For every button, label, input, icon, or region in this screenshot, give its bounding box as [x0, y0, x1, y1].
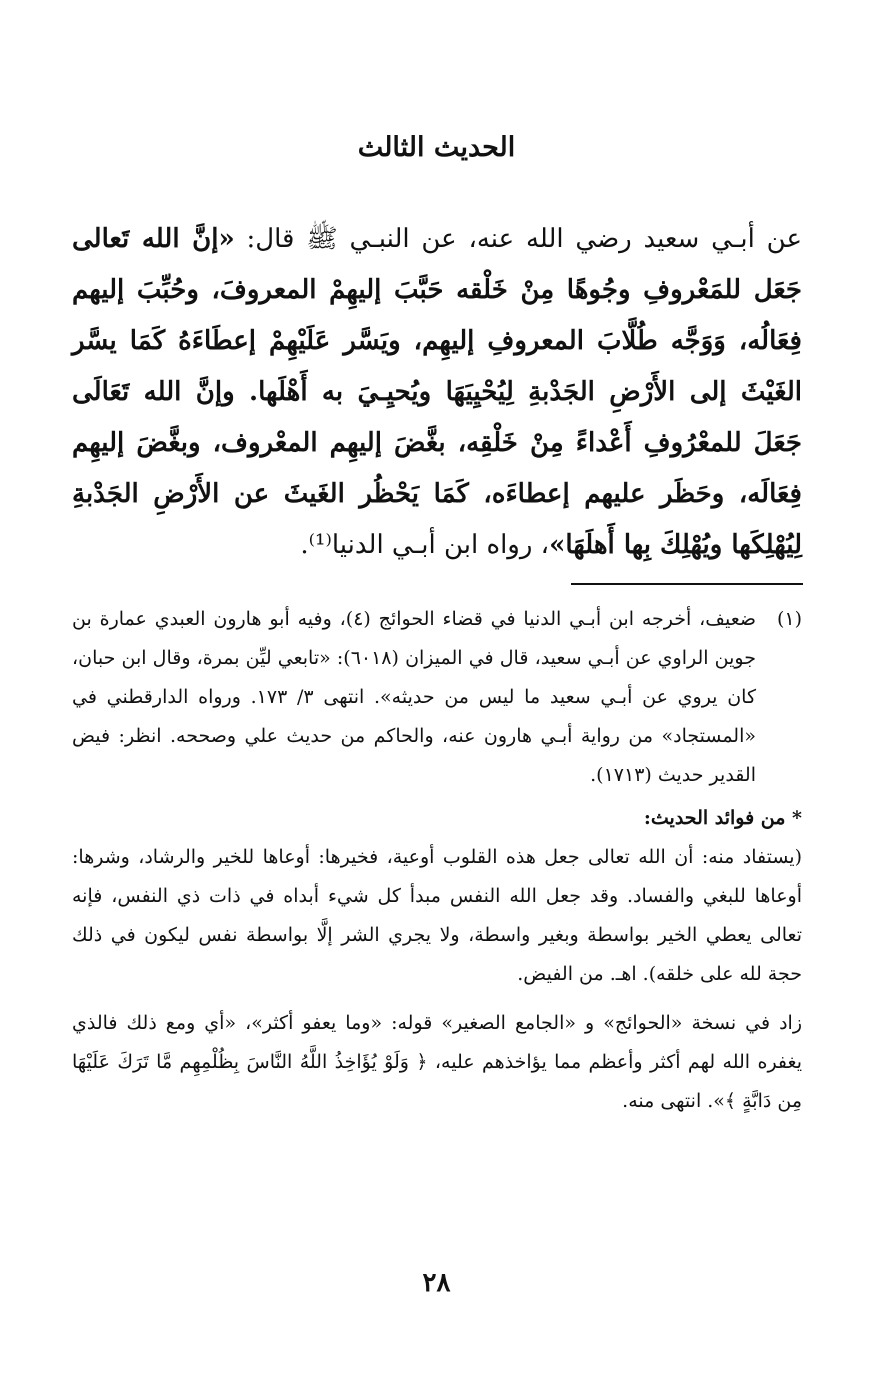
hadith-quote: «إنَّ الله تَعالى جَعَل للمَعْروفِ وجُوهًا مِنْ خَلْقه حَبَّبَ إليهِمْ المعروفَ، وحُبِّبَ إليهم فِعَالُه، وَوَجَّه طُلَّابَ المعروفِ إليهِم، ويَسَّر عَلَيْهِمْ إعطَاءَهُ كَمَا يسَّر الغَيْثَ إلى الأَرْضِ الجَدْبةِ لِيُحْيِيَهَا ويُحيِـيَ به أَهْلَها. وإنَّ الله تَعَالَى جَعَلَ للمعْرُوفِ أَعْداءً مِنْ خَلْقِه، بغَّضَ إليهِم المعْروف، وبغَّضَ إليهِم فِعَالَه، وحَظَر عليهم إعطاءَه، كَمَا يَحْظُر الغَيثَ عن الأَرْضِ الجَدْبةِ لِيُهْلِكَها ويُهْلِكَ بِها أَهلَهَا»	[72, 224, 802, 560]
footnote-number: (١)	[776, 608, 802, 630]
footnote	[72, 600, 802, 795]
footnote-text: ضعيف، أخرجه ابن أبـي الدنيا في قضاء الحوائج (٤)، وفيه أبو هارون العبدي عمارة بن جوين الراوي عن أبـي سعيد، قال في الميزان (٦٠١٨): «تابعي ليِّن بمرة، وقال ابن حبان، كان يروي عن أبـي سعيد ما ليس من حديثه». انتهى ٣/ ١٧٣. ورواه الدارقطني في «المستجاد» من رواية أبـي هارون عنه، والحاكم من حديث علي وصححه. انظر: فيض القدير حديث (١٧١٣).	[72, 608, 756, 786]
hadith-source: ، رواه ابن أبـي الدنيا⁽¹⁾.	[300, 530, 550, 560]
benefits-text: (يستفاد منه: أن الله تعالى جعل هذه القلوب أوعية، فخيرها: أوعاها للخير والرشاد، وشرها: أوعاها للبغي والفساد. وقد جعل الله النفس مبدأ كل شيء أبداه في ذات ذي النفس، فإنه تعالى يعطي الخير بواسطة وبغير واسطة، ولا يجري الشر إلَّا بواسطة نفس ليكون في ذلك حجة لله على خلقه). اهـ. من الفيض.	[72, 846, 802, 985]
benefits-heading: * من فوائد الحديث:	[643, 807, 802, 829]
hadith-text	[72, 214, 802, 571]
footnote-separator	[571, 583, 803, 585]
addition-text: زاد في نسخة «الحوائج» و «الجامع الصغير» قوله: «وما يعفو أكثر»، «أي ومع ذلك فالذي يغفره الله لهم أكثر وأعظم مما يؤاخذهم عليه، ﴿ وَلَوْ يُؤَاخِذُ اللَّهُ النَّاسَ بِظُلْمِهِم مَّا تَرَكَ عَلَيْهَا مِن دَابَّةٍ ﴾». انتهى منه.	[72, 1012, 802, 1112]
page-number: ٢٨	[422, 1268, 451, 1298]
chapter-title: الحديث الثالث	[357, 132, 516, 163]
hadith-intro: عن أبـي سعيد رضي الله عنه، عن النبـي ﷺ قال:	[234, 224, 802, 254]
footnotes-section	[72, 600, 802, 1121]
